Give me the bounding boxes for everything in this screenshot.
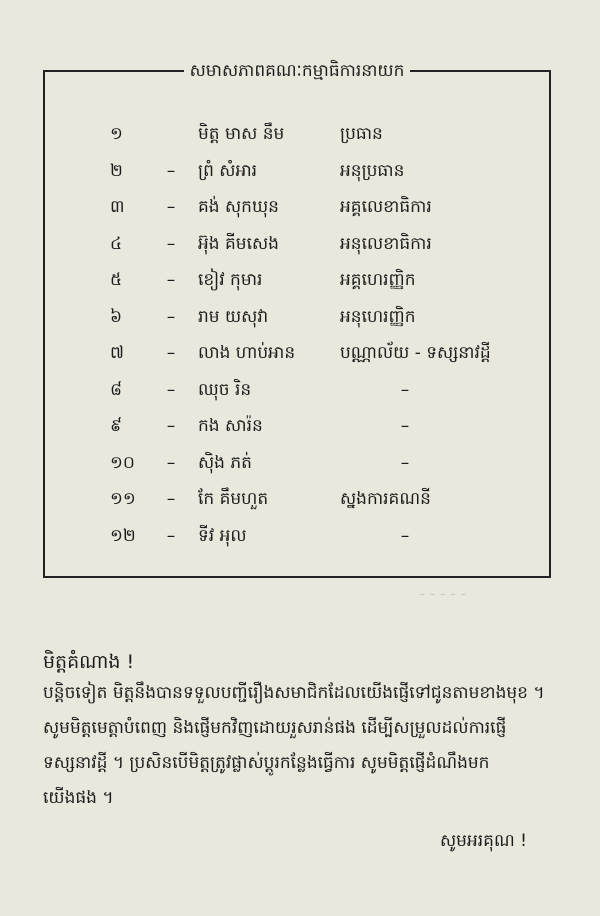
member-name: លាង ហាប់អាន (198, 343, 296, 363)
member-number: ៣ (110, 197, 125, 217)
member-number: ១២ (110, 525, 136, 546)
member-role: – (400, 416, 410, 436)
member-role: អនុលេខាធិការ (340, 233, 432, 254)
member-name: ស៊ិង ភត់ (198, 452, 252, 473)
member-dash: – (166, 233, 176, 254)
member-role: អនុប្រធាន (340, 160, 405, 181)
letter-signoff: សូមអរគុណ ! (440, 831, 527, 851)
committee-title: សមាសភាពគណៈកម្មាធិការនាយក (45, 59, 549, 83)
member-role: អគ្គលេខាធិការ (340, 197, 432, 217)
letter-line-1: បន្ដិចទៀត មិត្តនឹងបានទទួលបញ្ជីរឿងសមាជិកដែលយើងផ្ញើទៅជូនតាមខាងមុខ ។ (43, 683, 545, 703)
member-name: អ៊ុង គីមសេង (198, 233, 279, 254)
member-number: ៦ (110, 306, 123, 327)
member-name: រាម យសុវា (198, 306, 269, 327)
member-number: ១១ (110, 489, 136, 509)
letter-heading: មិត្តគំណាង ! (43, 651, 135, 673)
member-dash: – (166, 379, 176, 400)
member-number: ៥ (110, 270, 123, 290)
member-dash: – (166, 306, 176, 327)
member-role: – (400, 379, 410, 400)
member-dash: – (166, 197, 176, 217)
member-name: ឈុច រិន (198, 379, 252, 400)
member-dash: – (166, 525, 176, 546)
member-name: ទីវ អុល (198, 525, 247, 546)
member-number: ៤ (110, 233, 123, 254)
member-number: ១០ (110, 452, 135, 473)
member-number: ១ (110, 124, 123, 144)
member-role: អគ្គហេរញ្ញិក (340, 270, 416, 290)
member-name: ខៀវ កុមារ (198, 270, 263, 290)
member-name: មិត្ត មាស នឹម (198, 124, 285, 144)
member-role: ប្រធាន (340, 124, 383, 144)
member-name: ព្រំ សំអារ (198, 160, 258, 181)
letter-line-4: យើងផង ។ (43, 788, 114, 808)
member-name: កែ គឹមហួត (198, 489, 269, 509)
member-dash: – (166, 416, 176, 436)
member-name: គង់ សុកឃុន (198, 197, 279, 217)
member-role: អនុហេរញ្ញិក (340, 306, 416, 327)
letter-line-3: ទស្សនាវដ្ដី ។ ប្រសិនបើមិត្តត្រូវផ្លាស់ប្ដូរកន្លែងធ្វើការ សូមមិត្តផ្ញើដំណឹងមក (43, 753, 490, 773)
letter-line-2: សូមមិត្តមេត្តាបំពេញ និងផ្ញើមកវិញដោយរួសរាន់ផង ដើម្បីសម្រួលដល់ការផ្ញើ (43, 718, 507, 738)
member-name: កង សារ៉ន (198, 416, 263, 436)
member-role: ស្នងការគណនី (340, 489, 431, 509)
faint-stamp: – – – – – (420, 589, 467, 600)
committee-box (43, 61, 551, 578)
member-number: ៨ (110, 379, 123, 400)
member-number: ៧ (110, 343, 124, 363)
member-dash: – (166, 489, 176, 509)
member-number: ៩ (110, 416, 123, 436)
member-role: បណ្ណាល័យ - ទស្សនាវដ្ដី (340, 343, 491, 363)
member-dash: – (166, 343, 176, 363)
member-dash: – (166, 160, 176, 181)
member-number: ២ (110, 160, 123, 181)
member-role: – (400, 525, 410, 546)
member-dash: – (166, 270, 176, 290)
member-dash: – (166, 452, 176, 473)
member-role: – (400, 452, 410, 473)
